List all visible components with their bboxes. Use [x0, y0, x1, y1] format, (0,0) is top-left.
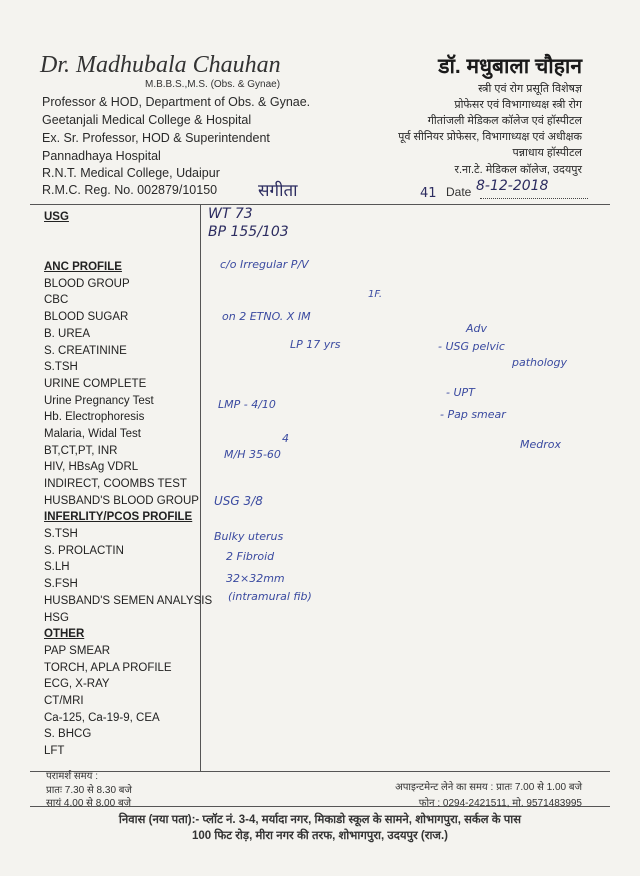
doctor-name-english: Dr. Madhubala Chauhan — [40, 52, 281, 78]
qualification-line: Geetanjali Medical College & Hospital — [42, 113, 252, 127]
qualification-line: R.N.T. Medical College, Udaipur — [42, 166, 220, 180]
test-item: INDIRECT, COOMBS TEST — [44, 478, 187, 490]
consult-label: परामर्श समय : — [46, 771, 99, 782]
weight-note: WT 73 — [208, 206, 253, 222]
test-item: BLOOD SUGAR — [44, 311, 129, 324]
note-upt: - UPT — [446, 386, 475, 399]
doctor-name-hindi: डॉ. मधुबाला चौहान — [438, 55, 582, 78]
evening-hours: सायं 4.00 से 8.00 बजे — [46, 798, 132, 809]
test-item: BLOOD GROUP — [44, 277, 130, 290]
hindi-line: पन्नाधाय हॉस्पीटल — [512, 147, 582, 159]
test-item: HUSBAND'S BLOOD GROUP — [44, 494, 199, 507]
patient-age: 41 — [420, 186, 437, 201]
test-item: Urine Pregnancy Test — [44, 394, 154, 407]
test-item: Malaria, Widal Test — [44, 427, 141, 440]
test-item: S.LH — [44, 561, 70, 574]
note-intramural: (intramural fib) — [228, 590, 312, 603]
note-usg-date: USG 3/8 — [214, 494, 263, 508]
test-item: TORCH, APLA PROFILE — [44, 661, 172, 674]
test-item: S.FSH — [44, 578, 78, 591]
qualification-line: Pannadhaya Hospital — [42, 149, 161, 163]
hindi-line: गीतांजली मेडिकल कॉलेज एवं हॉस्पीटल — [427, 115, 582, 127]
morning-hours: प्रातः 7.30 से 8.30 बजे — [46, 785, 132, 796]
test-item: HSG — [44, 611, 69, 624]
note-usg-pelvic: - USG pelvic — [438, 340, 505, 353]
patient-name: सगीता — [258, 181, 298, 201]
note-lmp: LMP - 4/10 — [218, 398, 276, 411]
footer-divider — [30, 771, 610, 772]
test-item: B. UREA — [44, 327, 91, 340]
test-item: S.TSH — [44, 528, 78, 541]
note-lp: LP 17 yrs — [290, 338, 341, 351]
doctor-degree: M.B.B.S.,M.S. (Obs. & Gynae) — [145, 79, 281, 90]
test-item — [44, 226, 212, 243]
note-medrox: Medrox — [520, 438, 562, 451]
bp-note: BP 155/103 — [208, 224, 289, 240]
test-section-heading: INFERLITY/PCOS PROFILE — [44, 511, 193, 524]
note-size: 32×32mm — [226, 572, 285, 585]
note-bulky: Bulky uterus — [214, 530, 284, 543]
test-item: LFT — [44, 745, 65, 757]
note-treatment: on 2 ETNO. X IM — [222, 310, 311, 323]
test-item: S.TSH — [44, 361, 78, 374]
qualification-line: Ex. Sr. Professor, HOD & Superintendent — [42, 131, 270, 145]
test-item: HUSBAND'S SEMEN ANALYSIS — [44, 594, 213, 607]
hindi-line: प्रोफेसर एवं विभागाध्यक्ष स्त्री रोग — [454, 99, 582, 111]
test-item — [44, 242, 212, 259]
note-mh-num: 4 — [282, 432, 289, 445]
test-section-heading: OTHER — [44, 628, 85, 641]
hindi-line: पूर्व सीनियर प्रोफेसर, विभागाध्यक्ष एवं अधीक्षक — [398, 131, 582, 143]
hindi-line: र.ना.टे. मेडिकल कॉलेज, उदयपुर — [454, 164, 582, 176]
qualification-line: Professor & HOD, Department of Obs. & Gynae. — [42, 95, 311, 109]
test-item: ECG, X-RAY — [44, 678, 110, 691]
test-section-heading: USG — [44, 211, 69, 223]
address-line-2: 100 फिट रोड़, मीरा नगर की तरफ, शोभागपुरा, उदयपुर (राज.) — [192, 830, 448, 842]
note-complaint: c/o Irregular P/V — [220, 258, 309, 271]
note-pathology: pathology — [512, 356, 568, 369]
date-value: 8-12-2018 — [476, 178, 549, 194]
note-pap: - Pap smear — [440, 408, 506, 421]
test-item: Hb. Electrophoresis — [44, 411, 145, 424]
test-item: S. PROLACTIN — [44, 544, 124, 557]
date-underline — [480, 198, 588, 199]
phone-numbers: फोन : 0294-2421511, मो. 9571483995 — [418, 798, 582, 809]
note-1f: 1F. — [368, 289, 383, 300]
test-item: HIV, HBsAg VDRL — [44, 461, 139, 474]
note-mh: M/H 35-60 — [224, 448, 281, 461]
header-divider — [30, 204, 610, 205]
test-item: PAP SMEAR — [44, 644, 111, 657]
hindi-line: स्त्री एवं रोग प्रसूति विशेषज्ञ — [478, 83, 582, 95]
address-line-1: निवास (नया पता):- प्लॉट नं. 3-4, मर्यादा नगर, मिकाडो स्कूल के सामने, शोभागपुरा, सर्कल के पास — [118, 814, 522, 826]
note-fibroid: 2 Fibroid — [226, 550, 275, 563]
date-label: Date — [446, 185, 472, 199]
test-item: S. BHCG — [44, 728, 92, 741]
appointment-hours: अपाइन्टमेन्ट लेने का समय : प्रातः 7.00 से 1.00 बजे — [395, 782, 582, 793]
registration-number: R.M.C. Reg. No. 002879/10150 — [42, 183, 218, 197]
test-item: Ca-125, Ca-19-9, CEA — [44, 711, 160, 724]
test-item: S. CREATININE — [44, 344, 127, 357]
test-item: CBC — [44, 294, 69, 307]
test-item: URINE COMPLETE — [44, 377, 147, 390]
test-item: CT/MRI — [44, 694, 84, 707]
test-item: BT,CT,PT, INR — [44, 444, 118, 457]
test-checklist — [44, 209, 212, 760]
test-section-heading: ANC PROFILE — [44, 261, 122, 274]
note-advice: Adv — [466, 322, 488, 335]
